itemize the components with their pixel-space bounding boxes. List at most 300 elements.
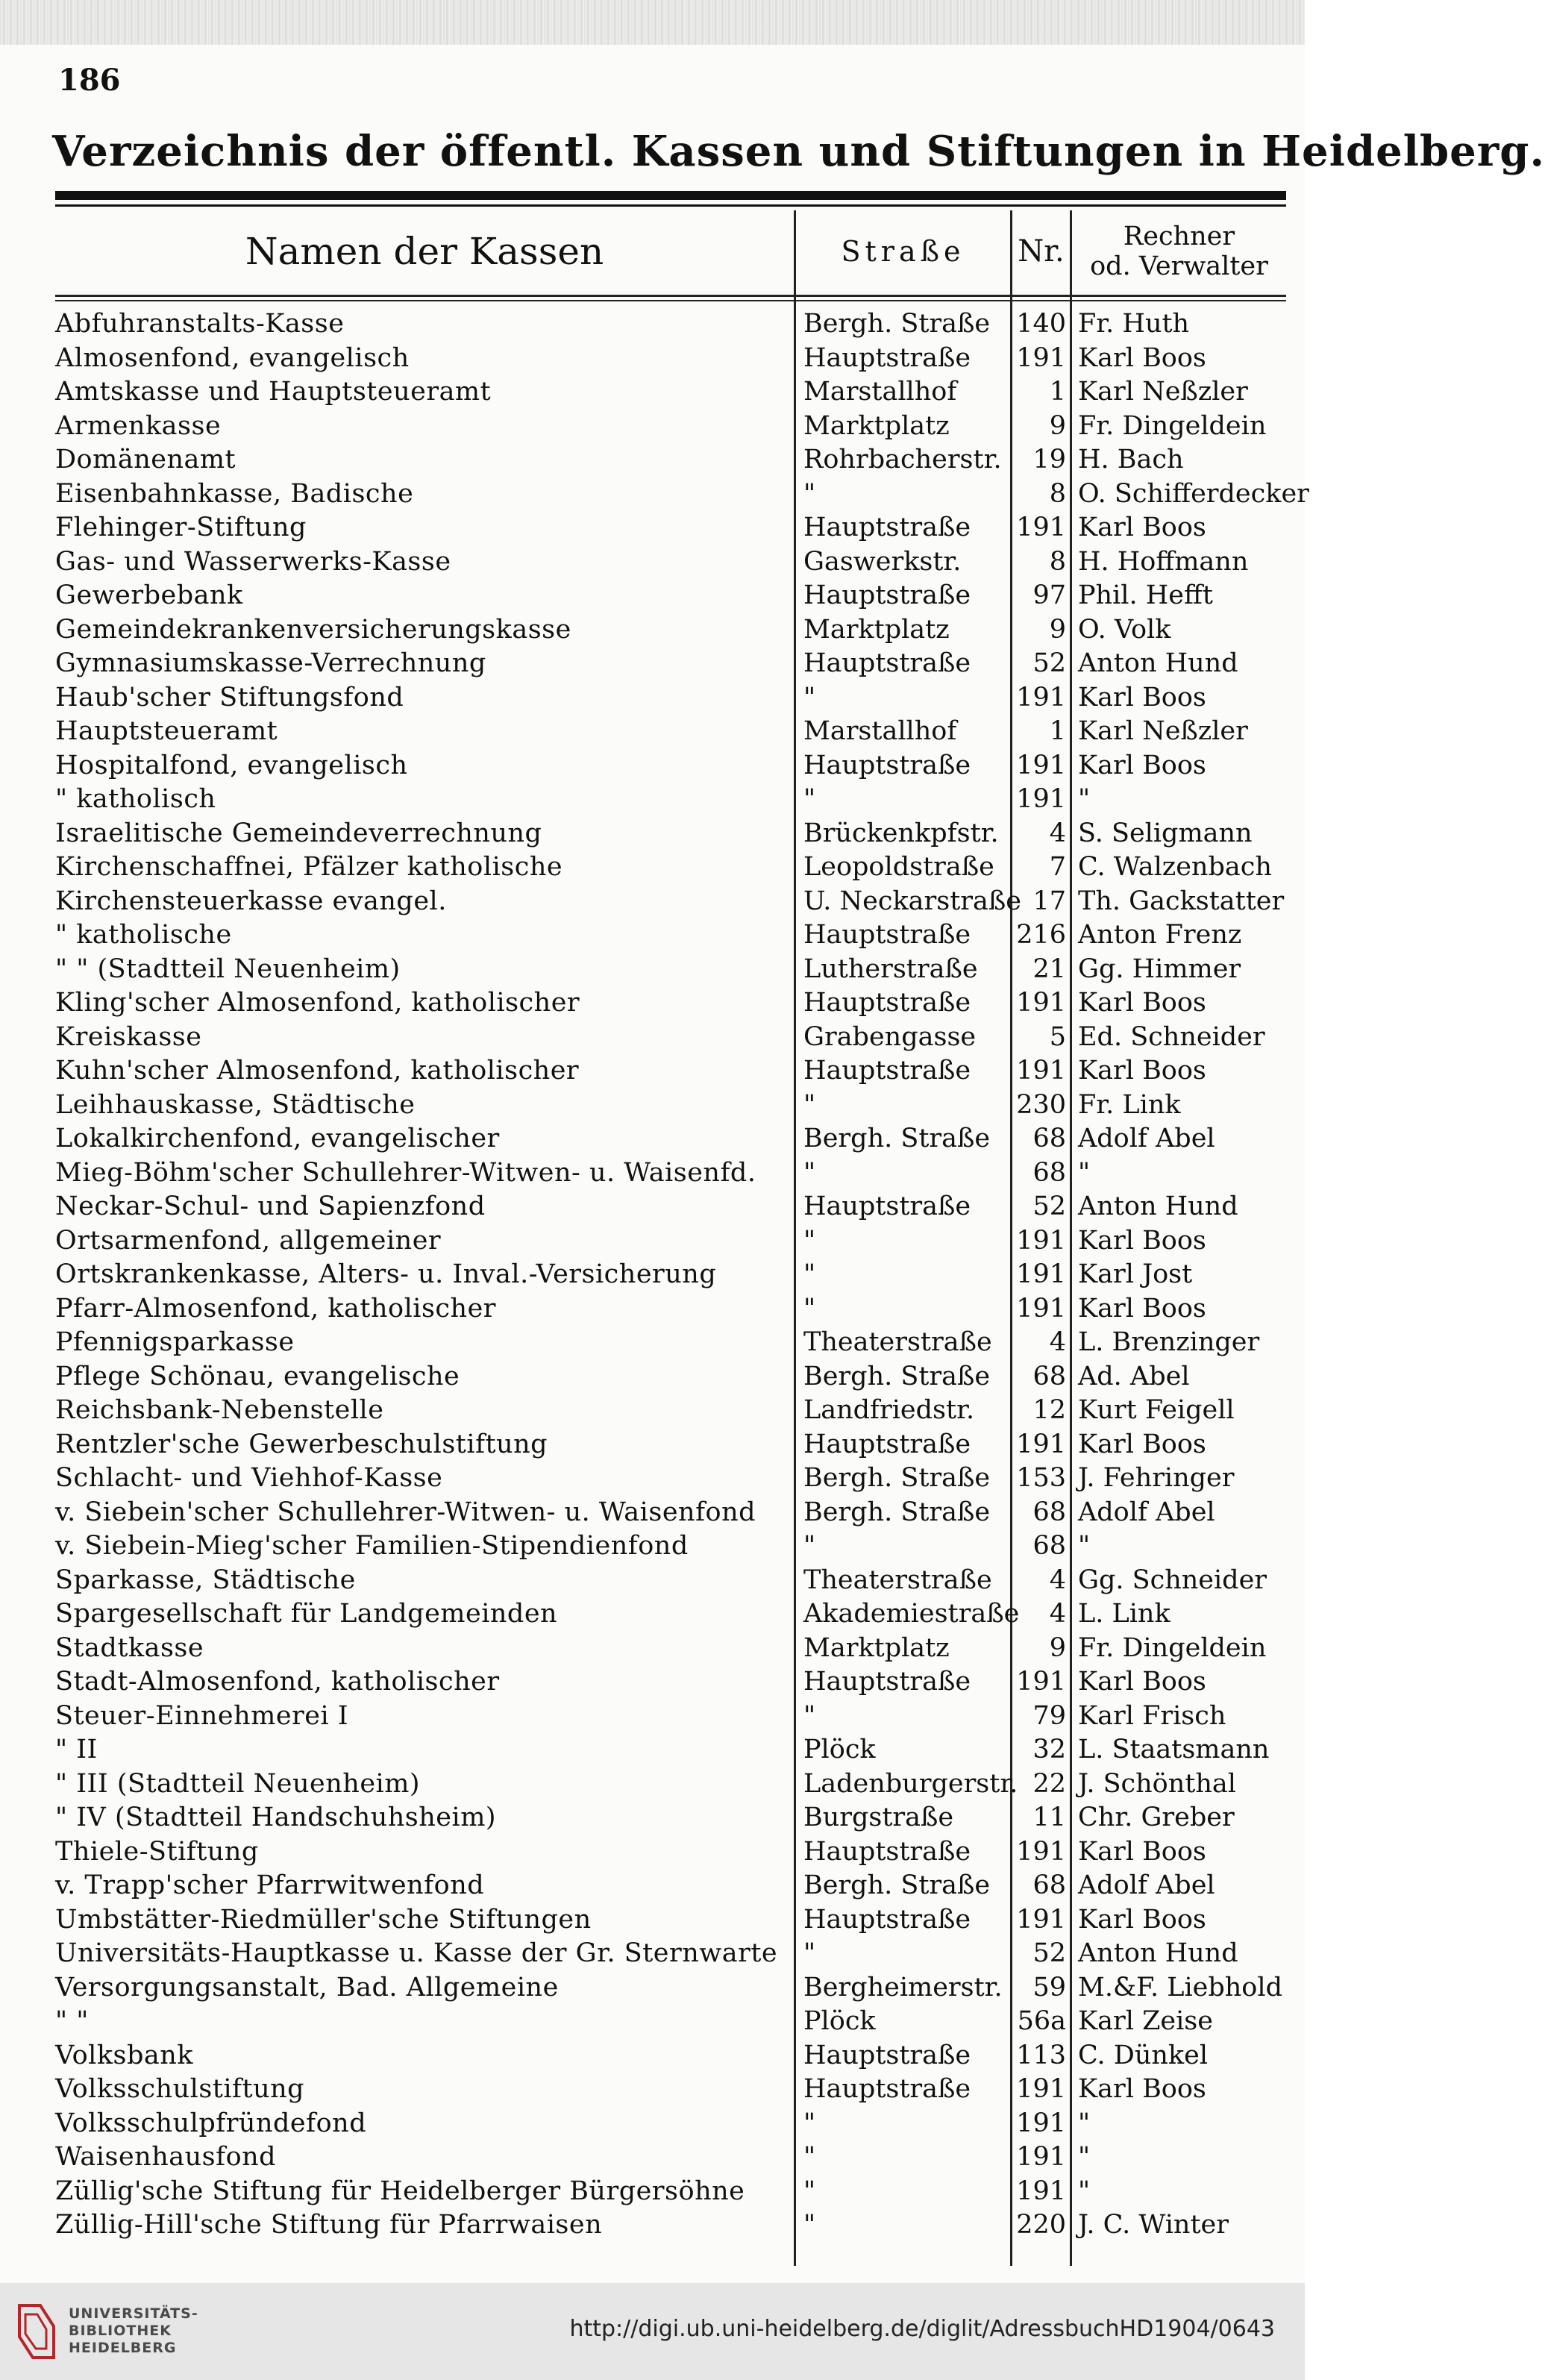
- table-row: [55, 647, 1286, 681]
- table-row: [55, 579, 1286, 613]
- header-rule-double: [55, 300, 1286, 301]
- table-row: [55, 749, 1286, 783]
- table-row: [55, 681, 1286, 715]
- row-accountant: J. C. Winter: [1078, 2210, 1229, 2240]
- row-name: Schlacht- und Viehhof-Kasse: [55, 1463, 443, 1493]
- row-number: 5: [1049, 1021, 1066, 1052]
- row-street: Plöck: [803, 1735, 876, 1764]
- row-street: Hauptstraße: [803, 1429, 971, 1459]
- row-accountant: ": [1078, 2142, 1091, 2172]
- title-rule-thick: [55, 191, 1286, 200]
- row-name: Pflege Schönau, evangelische: [55, 1361, 460, 1391]
- row-street: Bergh. Straße: [803, 1497, 991, 1527]
- row-street: ": [803, 1531, 816, 1561]
- row-street: Lutherstraße: [803, 953, 978, 984]
- table-row: [55, 1326, 1286, 1360]
- header-accountant-line2: od. Verwalter: [1090, 251, 1268, 281]
- row-accountant: Karl Boos: [1078, 1293, 1206, 1324]
- row-street: ": [803, 1225, 816, 1256]
- table-row: [55, 1733, 1286, 1767]
- row-accountant: M.&F. Liebhold: [1078, 1972, 1282, 2002]
- row-street: ": [803, 682, 816, 713]
- row-street: Hauptstraße: [803, 580, 971, 610]
- header-accountant: [1072, 210, 1286, 292]
- row-name: Haub'scher Stiftungsfond: [55, 682, 404, 713]
- row-street: Bergh. Straße: [803, 1361, 991, 1391]
- row-accountant: ": [1078, 784, 1091, 814]
- row-number: 9: [1049, 410, 1066, 441]
- row-name: " katholisch: [55, 784, 216, 814]
- row-street: Hauptstraße: [803, 1191, 971, 1221]
- row-name: Gymnasiumskasse-Verrechnung: [55, 648, 486, 678]
- row-number: 52: [1032, 1191, 1066, 1221]
- row-street: Bergh. Straße: [803, 1124, 991, 1153]
- row-street: Marktplatz: [803, 614, 950, 645]
- row-number: 19: [1032, 445, 1066, 475]
- row-number: 191: [1016, 1259, 1066, 1289]
- library-name-line3: HEIDELBERG: [69, 2339, 177, 2356]
- row-number: 191: [1016, 1056, 1066, 1086]
- row-number: 8: [1049, 546, 1066, 577]
- table-row: [55, 545, 1286, 580]
- row-number: 68: [1032, 1531, 1066, 1561]
- table-row: [55, 1190, 1286, 1224]
- row-name: Kirchensteuerkasse evangel.: [55, 886, 447, 916]
- table-row: [55, 1258, 1286, 1292]
- row-accountant: ": [1078, 2176, 1091, 2206]
- row-number: 140: [1016, 309, 1066, 339]
- table-row: [55, 1428, 1286, 1462]
- row-accountant: Adolf Abel: [1078, 1870, 1215, 1900]
- row-number: 191: [1016, 342, 1066, 373]
- library-name-line2: BIBLIOTHEK: [69, 2322, 172, 2339]
- row-street: Hauptstraße: [803, 1904, 971, 1935]
- row-name: Israelitische Gemeindeverrechnung: [55, 818, 542, 848]
- table-row: [55, 511, 1286, 545]
- row-number: 68: [1032, 1124, 1066, 1153]
- table-row: [55, 1122, 1286, 1156]
- row-name: " ": [55, 2006, 89, 2036]
- row-street: Marktplatz: [803, 1632, 950, 1663]
- row-number: 191: [1016, 1429, 1066, 1459]
- row-street: Bergheimerstr.: [803, 1972, 1003, 2002]
- row-street: ": [803, 1259, 816, 1289]
- row-number: 191: [1016, 1904, 1066, 1935]
- row-number: 220: [1016, 2210, 1066, 2240]
- row-number: 12: [1032, 1395, 1066, 1425]
- row-name: Pfennigsparkasse: [55, 1327, 295, 1357]
- row-street: Bergh. Straße: [803, 309, 991, 339]
- row-accountant: Karl Boos: [1078, 513, 1206, 542]
- row-accountant: H. Bach: [1078, 445, 1184, 475]
- row-number: 113: [1016, 2040, 1066, 2070]
- row-street: ": [803, 2210, 816, 2240]
- row-street: Hauptstraße: [803, 1836, 971, 1867]
- row-number: 4: [1049, 1565, 1066, 1595]
- table-row: [55, 1835, 1286, 1870]
- row-number: 11: [1032, 1803, 1066, 1832]
- directory-table: [55, 210, 1309, 2270]
- row-number: 59: [1032, 1972, 1066, 2002]
- table-row: [55, 1632, 1286, 1666]
- row-name: Armenkasse: [55, 410, 222, 441]
- row-accountant: Anton Frenz: [1078, 920, 1242, 950]
- row-accountant: Karl Jost: [1078, 1259, 1193, 1289]
- table-row: [55, 2073, 1286, 2107]
- row-street: Hauptstraße: [803, 988, 971, 1018]
- row-name: Eisenbahnkasse, Badische: [55, 478, 414, 509]
- table-row: [55, 1054, 1286, 1089]
- row-number: 4: [1049, 818, 1066, 848]
- table-row: [55, 1801, 1286, 1835]
- row-street: U. Neckarstraße: [803, 886, 1021, 916]
- row-name: Universitäts-Hauptkasse u. Kasse der Gr. Sternwarte: [55, 1938, 778, 1968]
- table-row: [55, 307, 1286, 342]
- table-row: [55, 1360, 1286, 1394]
- row-name: Züllig-Hill'sche Stiftung für Pfarrwaisen: [55, 2210, 603, 2240]
- row-street: Ladenburgerstr.: [803, 1768, 1018, 1799]
- row-accountant: Ed. Schneider: [1078, 1021, 1265, 1052]
- row-name: Reichsbank-Nebenstelle: [55, 1395, 384, 1425]
- row-accountant: L. Staatsmann: [1078, 1735, 1270, 1764]
- row-number: 68: [1032, 1497, 1066, 1527]
- table-row: [55, 817, 1286, 851]
- row-number: 68: [1032, 1870, 1066, 1900]
- library-logo-icon: [15, 2301, 58, 2362]
- row-name: Stadtkasse: [55, 1632, 204, 1663]
- table-row: [55, 342, 1286, 376]
- row-number: 17: [1032, 886, 1066, 916]
- table-row: [55, 986, 1286, 1021]
- row-street: ": [803, 1293, 816, 1324]
- row-number: 52: [1032, 1938, 1066, 1968]
- table-row: [55, 1089, 1286, 1123]
- table-row: [55, 1597, 1286, 1632]
- row-street: Hauptstraße: [803, 2040, 971, 2070]
- row-accountant: Karl Boos: [1078, 682, 1206, 713]
- row-street: Rohrbacherstr.: [803, 445, 1002, 475]
- table-row: [55, 1903, 1286, 1938]
- table-row: [55, 613, 1286, 648]
- row-street: ": [803, 784, 816, 814]
- row-accountant: Karl Boos: [1078, 988, 1206, 1018]
- row-number: 7: [1049, 852, 1066, 882]
- row-accountant: O. Schifferdecker: [1078, 478, 1309, 509]
- row-number: 191: [1016, 1667, 1066, 1697]
- row-street: Theaterstraße: [803, 1565, 992, 1595]
- row-name: Almosenfond, evangelisch: [55, 342, 410, 373]
- row-accountant: Chr. Greber: [1078, 1803, 1235, 1832]
- row-street: Hauptstraße: [803, 513, 971, 542]
- row-number: 230: [1016, 1089, 1066, 1120]
- row-street: ": [803, 1938, 816, 1968]
- row-accountant: Kurt Feigell: [1078, 1395, 1235, 1425]
- header-street: Straße: [841, 235, 965, 268]
- row-name: Thiele-Stiftung: [55, 1836, 259, 1867]
- row-name: Lokalkirchenfond, evangelischer: [55, 1124, 500, 1153]
- row-accountant: O. Volk: [1078, 614, 1171, 645]
- row-name: Gewerbebank: [55, 580, 243, 610]
- row-name: Gemeindekrankenversicherungskasse: [55, 614, 571, 645]
- row-street: Hauptstraße: [803, 1667, 971, 1697]
- row-number: 52: [1032, 648, 1066, 678]
- row-number: 191: [1016, 2142, 1066, 2172]
- row-number: 22: [1032, 1768, 1066, 1799]
- row-name: Stadt-Almosenfond, katholischer: [55, 1667, 500, 1697]
- row-street: ": [803, 478, 816, 509]
- row-number: 191: [1016, 750, 1066, 780]
- row-accountant: Karl Boos: [1078, 1836, 1206, 1867]
- row-name: Flehinger-Stiftung: [55, 513, 307, 542]
- row-accountant: Karl Boos: [1078, 342, 1206, 373]
- table-row: [55, 1394, 1286, 1428]
- header-rule: [55, 295, 1286, 297]
- row-number: 191: [1016, 2176, 1066, 2206]
- row-accountant: Th. Gackstatter: [1078, 886, 1285, 916]
- row-accountant: Anton Hund: [1078, 1191, 1238, 1221]
- row-accountant: C. Dünkel: [1078, 2040, 1209, 2070]
- table-row: [55, 2039, 1286, 2073]
- row-number: 1: [1049, 377, 1066, 407]
- row-street: Hauptstraße: [803, 648, 971, 678]
- row-street: Leopoldstraße: [803, 852, 994, 882]
- row-street: Marstallhof: [803, 716, 957, 746]
- row-street: Burgstraße: [803, 1803, 954, 1832]
- table-row: [55, 953, 1286, 987]
- scan-edge-noise: [0, 0, 1305, 45]
- row-street: ": [803, 1157, 816, 1188]
- table-row: [55, 1462, 1286, 1496]
- page-title: Verzeichnis der öffentl. Kassen und Stiftungen in Heidelberg.: [52, 127, 1545, 176]
- table-row: [55, 2107, 1286, 2141]
- row-name: Mieg-Böhm'scher Schullehrer-Witwen- u. Waisenfd.: [55, 1157, 756, 1188]
- row-name: " katholische: [55, 920, 232, 950]
- row-name: Leihhauskasse, Städtische: [55, 1089, 416, 1120]
- table-row: [55, 1529, 1286, 1564]
- header-name: Namen der Kassen: [245, 230, 604, 273]
- row-accountant: Gg. Schneider: [1078, 1565, 1267, 1595]
- row-name: Amtskasse und Hauptsteueramt: [55, 377, 492, 407]
- row-number: 97: [1032, 580, 1066, 610]
- table-row: [55, 410, 1286, 444]
- row-name: Waisenhausfond: [55, 2142, 277, 2172]
- row-name: Gas- und Wasserwerks-Kasse: [55, 546, 451, 577]
- row-accountant: L. Link: [1078, 1599, 1170, 1629]
- row-accountant: Karl Neßzler: [1078, 377, 1248, 407]
- row-number: 9: [1049, 614, 1066, 645]
- row-name: v. Trapp'scher Pfarrwitwenfond: [55, 1870, 485, 1900]
- row-accountant: Fr. Link: [1078, 1089, 1181, 1120]
- title-rule-thin: [55, 204, 1286, 207]
- row-accountant: Karl Boos: [1078, 750, 1206, 780]
- row-accountant: Gg. Himmer: [1078, 953, 1241, 984]
- row-number: 8: [1049, 478, 1066, 509]
- row-street: Hauptstraße: [803, 750, 971, 780]
- row-street: ": [803, 2142, 816, 2172]
- table-row: [55, 2141, 1286, 2175]
- row-number: 191: [1016, 1225, 1066, 1256]
- row-accountant: Adolf Abel: [1078, 1124, 1215, 1153]
- library-name-line1: UNIVERSITÄTS-: [69, 2305, 198, 2322]
- row-street: Brückenkpfstr.: [803, 818, 999, 848]
- row-accountant: Anton Hund: [1078, 1938, 1238, 1968]
- row-number: 68: [1032, 1361, 1066, 1391]
- row-number: 4: [1049, 1327, 1066, 1357]
- row-accountant: H. Hoffmann: [1078, 546, 1249, 577]
- row-name: Umbstätter-Riedmüller'sche Stiftungen: [55, 1904, 592, 1935]
- row-name: " " (Stadtteil Neuenheim): [55, 953, 401, 984]
- row-accountant: Anton Hund: [1078, 648, 1238, 678]
- row-accountant: Fr. Dingeldein: [1078, 1632, 1267, 1663]
- row-name: Pfarr-Almosenfond, katholischer: [55, 1293, 497, 1324]
- row-street: Bergh. Straße: [803, 1870, 991, 1900]
- row-name: Ortskrankenkasse, Alters- u. Inval.-Versicherung: [55, 1259, 717, 1289]
- header-accountant-line1: Rechner: [1123, 221, 1235, 251]
- row-name: Volksschulpfründefond: [55, 2108, 367, 2138]
- row-number: 216: [1016, 920, 1066, 950]
- row-street: Marstallhof: [803, 377, 957, 407]
- row-name: " II: [55, 1735, 98, 1764]
- row-street: Hauptstraße: [803, 342, 971, 373]
- row-accountant: ": [1078, 1157, 1091, 1188]
- row-street: Bergh. Straße: [803, 1463, 991, 1493]
- table-row: [55, 1937, 1286, 1971]
- row-number: 191: [1016, 682, 1066, 713]
- table-row: [55, 1767, 1286, 1802]
- row-accountant: Karl Zeise: [1078, 2006, 1213, 2036]
- table-row: [55, 918, 1286, 953]
- row-name: Züllig'sche Stiftung für Heidelberger Bürgersöhne: [55, 2176, 745, 2206]
- row-street: Hauptstraße: [803, 1056, 971, 1086]
- page-number: 186: [58, 63, 121, 98]
- table-row: [55, 1700, 1286, 1734]
- row-number: 1: [1049, 716, 1066, 746]
- row-name: Domänenamt: [55, 445, 236, 475]
- row-accountant: Karl Boos: [1078, 2074, 1206, 2104]
- table-row: [55, 1224, 1286, 1259]
- table-row: [55, 2175, 1286, 2209]
- row-accountant: Karl Boos: [1078, 1056, 1206, 1086]
- row-name: " IV (Stadtteil Handschuhsheim): [55, 1803, 497, 1832]
- row-accountant: Fr. Dingeldein: [1078, 410, 1267, 441]
- row-street: Plöck: [803, 2006, 876, 2036]
- row-name: Sparkasse, Städtische: [55, 1565, 356, 1595]
- table-row: [55, 851, 1286, 885]
- row-number: 68: [1032, 1157, 1066, 1188]
- row-number: 9: [1049, 1632, 1066, 1663]
- row-accountant: Ad. Abel: [1078, 1361, 1190, 1391]
- row-number: 32: [1032, 1735, 1066, 1764]
- row-name: Hospitalfond, evangelisch: [55, 750, 408, 780]
- row-name: Neckar-Schul- und Sapienzfond: [55, 1191, 486, 1221]
- row-street: Marktplatz: [803, 410, 950, 441]
- row-name: " III (Stadtteil Neuenheim): [55, 1768, 421, 1799]
- table-row: [55, 1156, 1286, 1191]
- row-name: Abfuhranstalts-Kasse: [55, 309, 345, 339]
- row-name: Volksbank: [55, 2040, 194, 2070]
- row-accountant: Karl Boos: [1078, 1429, 1206, 1459]
- row-street: ": [803, 2176, 816, 2206]
- row-name: Kirchenschaffnei, Pfälzer katholische: [55, 852, 563, 882]
- library-name: [69, 2305, 198, 2356]
- row-name: Kling'scher Almosenfond, katholischer: [55, 988, 580, 1018]
- row-name: Versorgungsanstalt, Bad. Allgemeine: [55, 1972, 559, 2002]
- row-accountant: Fr. Huth: [1078, 309, 1190, 339]
- table-row: [55, 1665, 1286, 1700]
- table-row: [55, 1971, 1286, 2005]
- row-number: 191: [1016, 988, 1066, 1018]
- row-number: 191: [1016, 513, 1066, 542]
- row-accountant: Karl Frisch: [1078, 1700, 1226, 1731]
- row-accountant: Phil. Hefft: [1078, 580, 1213, 610]
- footer-bar: [0, 2283, 1305, 2380]
- row-number: 191: [1016, 2074, 1066, 2104]
- row-number: 79: [1032, 1700, 1066, 1731]
- row-street: Hauptstraße: [803, 2074, 971, 2104]
- row-accountant: Karl Boos: [1078, 1904, 1206, 1935]
- source-url-link[interactable]: http://digi.ub.uni-heidelberg.de/diglit/AdressbuchHD1904/0643: [569, 2316, 1275, 2342]
- row-name: Hauptsteueramt: [55, 716, 278, 746]
- table-row: [55, 1564, 1286, 1598]
- row-name: Ortsarmenfond, allgemeiner: [55, 1225, 442, 1256]
- row-accountant: ": [1078, 2108, 1091, 2138]
- row-accountant: Adolf Abel: [1078, 1497, 1215, 1527]
- row-accountant: ": [1078, 1531, 1091, 1561]
- table-row: [55, 375, 1286, 410]
- row-accountant: Karl Boos: [1078, 1667, 1206, 1697]
- row-name: Volksschulstiftung: [55, 2074, 305, 2104]
- table-row: [55, 477, 1309, 512]
- header-number: Nr.: [1018, 234, 1065, 269]
- row-name: Kuhn'scher Almosenfond, katholischer: [55, 1056, 580, 1086]
- row-street: Grabengasse: [803, 1021, 977, 1052]
- row-accountant: L. Brenzinger: [1078, 1327, 1260, 1357]
- row-name: Kreiskasse: [55, 1021, 202, 1052]
- row-number: 56a: [1017, 2006, 1066, 2036]
- row-number: 4: [1049, 1599, 1066, 1629]
- row-street: Gaswerkstr.: [803, 546, 962, 577]
- table-row: [55, 1496, 1286, 1530]
- row-name: v. Siebein-Mieg'scher Familien-Stipendienfond: [55, 1531, 689, 1561]
- row-number: 191: [1016, 1836, 1066, 1867]
- table-row: [55, 1292, 1286, 1327]
- row-accountant: J. Schönthal: [1078, 1768, 1236, 1799]
- table-row: [55, 715, 1286, 749]
- row-number: 153: [1016, 1463, 1066, 1493]
- row-number: 191: [1016, 784, 1066, 814]
- row-name: Steuer-Einnehmerei I: [55, 1700, 349, 1731]
- row-accountant: Karl Neßzler: [1078, 716, 1248, 746]
- table-row: [55, 2005, 1286, 2039]
- table-row: [55, 783, 1286, 817]
- table-row: [55, 1021, 1286, 1055]
- row-name: Rentzler'sche Gewerbeschulstiftung: [55, 1429, 548, 1459]
- row-accountant: C. Walzenbach: [1078, 852, 1272, 882]
- row-name: Spargesellschaft für Landgemeinden: [55, 1599, 558, 1629]
- row-street: Akademiestraße: [803, 1599, 1020, 1629]
- row-accountant: J. Fehringer: [1078, 1463, 1235, 1493]
- row-accountant: S. Seligmann: [1078, 818, 1253, 848]
- row-street: Hauptstraße: [803, 920, 971, 950]
- row-street: Landfriedstr.: [803, 1395, 975, 1425]
- row-street: ": [803, 1700, 816, 1731]
- row-street: Theaterstraße: [803, 1327, 992, 1357]
- row-number: 191: [1016, 2108, 1066, 2138]
- row-number: 21: [1032, 953, 1066, 984]
- row-name: v. Siebein'scher Schullehrer-Witwen- u. Waisenfond: [55, 1497, 756, 1527]
- table-row: [55, 885, 1286, 919]
- row-number: 191: [1016, 1293, 1066, 1324]
